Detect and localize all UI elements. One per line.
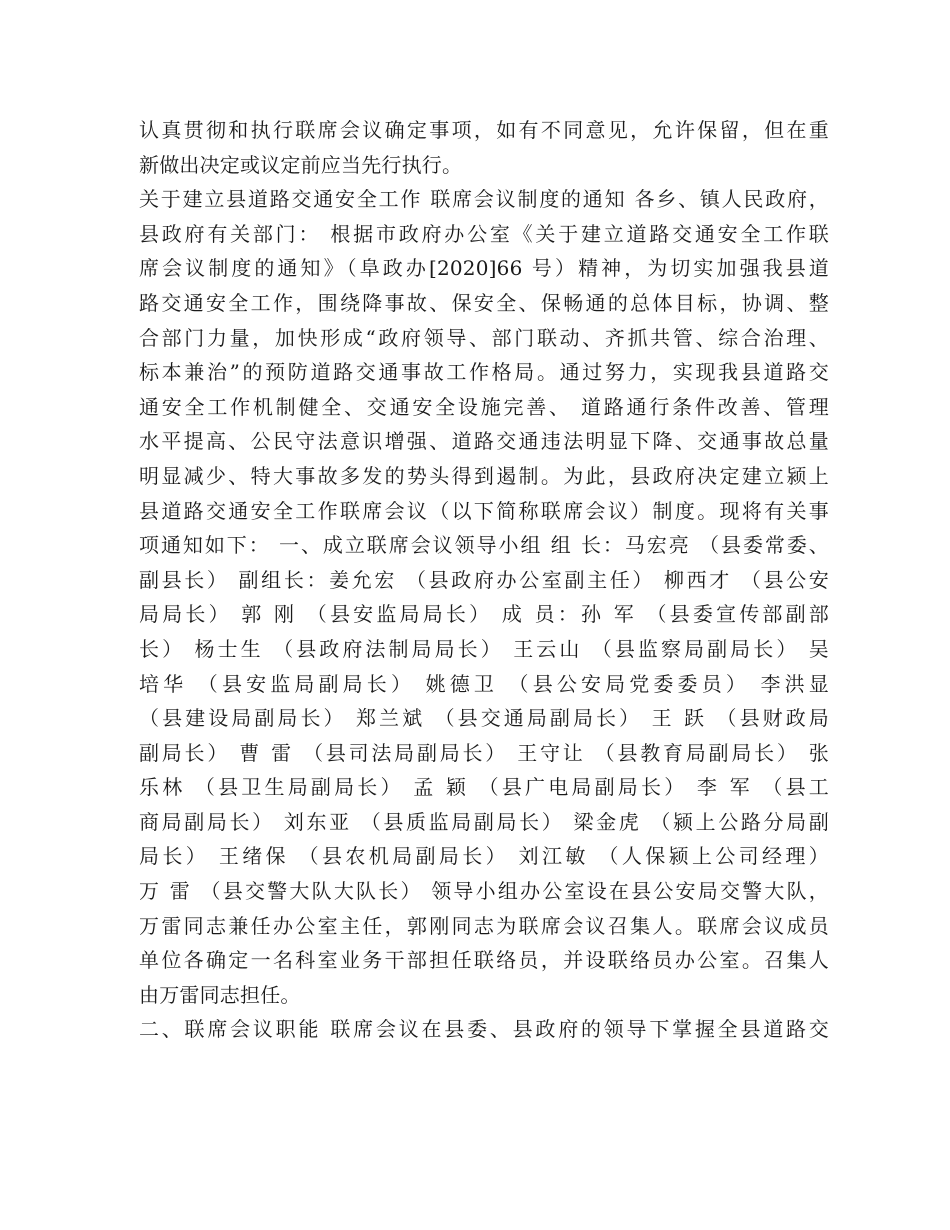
text-line: 项通知如下： 一、成立联席会议领导小组 组 长：马宏亮 （县委常委、	[139, 533, 829, 558]
text-line: 局局长） 郭 刚 （县安监局局长） 成 员：孙 军 （县委宣传部副部	[139, 602, 829, 627]
paragraph-execution	[139, 113, 829, 182]
text-line: 县政府有关部门： 根据市政府办公室《关于建立道路交通安全工作联	[139, 221, 829, 246]
text-line: 认真贯彻和执行联席会议确定事项，如有不同意见，允许保留，但在重	[139, 118, 829, 142]
text-line: 万 雷 （县交警大队大队长） 领导小组办公室设在县公安局交警大队，	[139, 879, 829, 904]
text-line: 关于建立县道路交通安全工作 联席会议制度的通知 各乡、镇人民政府，	[139, 187, 829, 212]
text-line: 席会议制度的通知》（阜政办[2020]66 号）精神，为切实加强我县道	[139, 256, 829, 281]
text-line: 明显减少、特大事故多发的势头得到遏制。为此，县政府决定建立颍上	[139, 463, 829, 488]
text-line: 万雷同志兼任办公室主任，郭刚同志为联席会议召集人。联席会议成员	[139, 913, 829, 938]
document-page	[139, 113, 829, 1047]
text-line: 标本兼治”的预防道路交通事故工作格局。通过努力，实现我县道路交	[139, 360, 829, 385]
text-line: 水平提高、公民守法意识增强、道路交通违法明显下降、交通事故总量	[139, 429, 829, 454]
text-line: 乐林 （县卫生局副局长） 孟 颖 （县广电局副局长） 李 军 （县工	[139, 775, 829, 800]
text-line: 新做出决定或议定前应当先行执行。	[139, 152, 463, 177]
text-line: 路交通安全工作，围绕降事故、保安全、保畅通的总体目标，协调、整	[139, 290, 829, 315]
text-line: 合部门力量，加快形成“政府领导、部门联动、齐抓共管、综合治理、	[139, 325, 829, 350]
text-line: 单位各确定一名科室业务干部担任联络员，并设联络员办公室。召集人	[139, 948, 829, 973]
text-line: 通安全工作机制健全、交通安全设施完善、 道路通行条件改善、管理	[139, 394, 829, 419]
paragraph-notice-body	[139, 182, 829, 1012]
text-line: 由万雷同志担任。	[139, 982, 301, 1007]
paragraph-functions	[139, 1012, 829, 1047]
text-line: 长） 杨士生 （县政府法制局局长） 王云山 （县监察局副局长） 吴	[139, 636, 829, 661]
text-line: 副县长） 副组长：姜允宏 （县政府办公室副主任） 柳西才 （县公安	[139, 567, 829, 592]
text-line: （县建设局副局长） 郑兰斌 （县交通局副局长） 王 跃 （县财政局	[139, 706, 829, 731]
text-line: 培华 （县安监局副局长） 姚德卫 （县公安局党委委员） 李洪显	[139, 671, 829, 696]
text-line: 二、联席会议职能 联席会议在县委、县政府的领导下掌握全县道路交	[139, 1017, 829, 1042]
text-line: 县道路交通安全工作联席会议（以下简称联席会议）制度。现将有关事	[139, 498, 829, 523]
text-line: 副局长） 曹 雷 （县司法局副局长） 王守让 （县教育局副局长） 张	[139, 740, 829, 765]
text-line: 商局副局长） 刘东亚 （县质监局副局长） 梁金虎 （颍上公路分局副	[139, 809, 829, 834]
text-line: 局长） 王绪保 （县农机局副局长） 刘江敏 （人保颍上公司经理）	[139, 844, 829, 869]
